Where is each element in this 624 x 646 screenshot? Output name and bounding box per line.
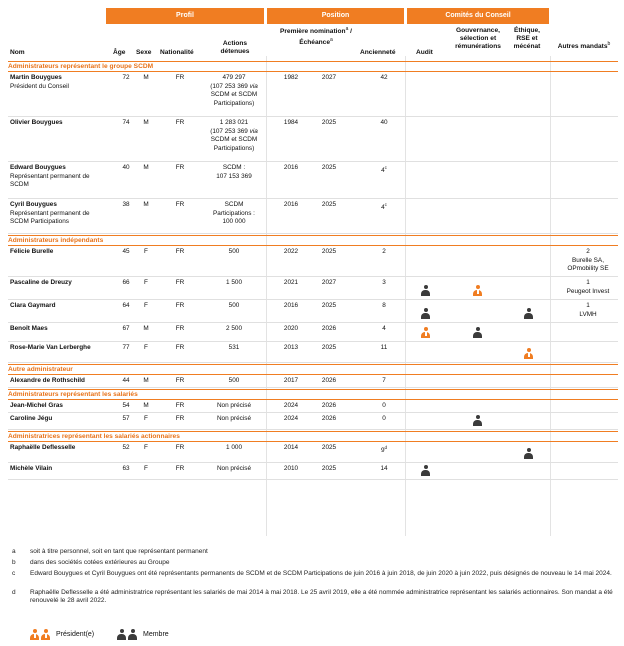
table-row (8, 442, 618, 463)
director-name: Clara Gaymard (10, 302, 56, 309)
actions-line: Participations) (213, 99, 255, 107)
director-name: Pascaline de Dreuzy (10, 279, 72, 286)
director-name-cell (10, 344, 110, 353)
col-header-autres: Autres mandats$^b$ (557, 41, 611, 51)
nationalite-cell: FR (175, 377, 185, 384)
director-name: Félicie Burelle (10, 248, 54, 255)
autres-mandats-line: 1 (586, 279, 590, 286)
director-name: Martin Bouygues (10, 74, 62, 81)
table-row (8, 72, 618, 117)
table-row (8, 162, 618, 199)
legend-member-label: Membre (143, 631, 169, 638)
anciennete-cell (374, 444, 394, 456)
premiere-nomination-cell: 2021 (283, 279, 299, 286)
section-header: Administrateurs indépendants (8, 235, 618, 246)
premiere-nomination-cell: 2016 (283, 201, 299, 208)
actions-cell (198, 325, 270, 334)
actions-line: 479 297 (222, 74, 246, 81)
anciennete-cell (374, 402, 394, 411)
echeance-cell: 2027 (321, 279, 337, 286)
age-cell: 67 (122, 325, 130, 332)
actions-line: 100 000 (222, 218, 246, 226)
actions-line: 1 500 (226, 279, 242, 286)
member-icon (421, 308, 430, 319)
premiere-nomination-cell: 2024 (283, 415, 299, 422)
director-name: Edward Bouygues (10, 164, 66, 171)
member-icon (117, 629, 126, 640)
col-header-premiere-echeance: Première nomination$^a$ / Échéance$^a$ (279, 26, 353, 47)
nationalite-cell: FR (175, 248, 185, 255)
group-header-position: Position (267, 8, 404, 24)
nationalite-cell: FR (175, 325, 185, 332)
anciennete-value: 4 (381, 167, 385, 175)
group-header-comites: Comités du Conseil (407, 8, 549, 24)
actions-line: (107 253 369 via (210, 127, 258, 135)
table-body (8, 60, 618, 480)
actions-cell (198, 74, 270, 108)
footnote (12, 570, 612, 587)
col-header-audit: Audit (416, 49, 433, 56)
echeance-cell: 2026 (321, 325, 337, 332)
age-cell: 52 (122, 444, 130, 451)
echeance-cell: 2025 (321, 164, 337, 171)
echeance-cell: 2025 (321, 119, 337, 126)
nationalite-cell: FR (175, 465, 185, 472)
director-name-cell (10, 377, 110, 386)
nationalite-cell: FR (175, 201, 185, 208)
footnote-text: soit à titre personnel, soit en tant que représentant permanent (30, 548, 208, 555)
president-icon (421, 327, 430, 338)
autres-mandats-line: 2 (586, 248, 590, 255)
anciennete-value: 4 (382, 325, 386, 332)
anciennete-cell (374, 415, 394, 424)
autres-mandats-line: 1 (586, 302, 590, 309)
director-name: Michèle Vilain (10, 465, 53, 472)
premiere-nomination-cell: 2013 (283, 344, 299, 351)
table-row (8, 277, 618, 300)
actions-line: 531 (228, 344, 240, 351)
nationalite-cell: FR (175, 444, 185, 451)
anciennete-footnote-ref: c (384, 202, 387, 207)
actions-line: Participations) (213, 144, 255, 152)
anciennete-cell (374, 201, 394, 213)
director-role: Président du Conseil (10, 82, 69, 90)
col-header-echeance: Échéance (299, 39, 330, 47)
sexe-cell: M (143, 201, 149, 208)
director-name: Rose-Marie Van Lerberghe (10, 344, 91, 351)
age-cell: 57 (122, 415, 130, 422)
age-cell: 77 (122, 344, 130, 351)
director-name: Raphaëlle Deflesselle (10, 444, 76, 451)
anciennete-cell (374, 465, 394, 474)
sexe-cell: M (143, 377, 149, 384)
director-name-cell (10, 444, 110, 453)
sexe-cell: F (144, 415, 148, 422)
actions-line: Non précisé (216, 415, 252, 422)
actions-line: Participations : (213, 209, 255, 217)
premiere-nomination-cell: 1984 (283, 119, 299, 126)
actions-line: 500 (228, 248, 240, 255)
actions-line: 107 153 369 (216, 172, 252, 180)
sexe-cell: F (144, 279, 148, 286)
premiere-nomination-cell: 2016 (283, 302, 299, 309)
table-row (8, 323, 618, 342)
nationalite-cell: FR (175, 402, 185, 409)
member-icon (421, 285, 430, 296)
director-name-cell (10, 465, 110, 474)
col-header-ethique: Éthique, RSE et mécénat (513, 27, 541, 50)
nationalite-cell: FR (175, 164, 185, 171)
director-name-cell (10, 402, 110, 411)
premiere-nomination-cell: 2020 (283, 325, 299, 332)
president-icon (473, 285, 482, 296)
echeance-cell: 2025 (321, 302, 337, 309)
footnote-key: a (12, 548, 16, 555)
actions-cell (198, 344, 270, 353)
table-row (8, 246, 618, 277)
premiere-nomination-cell: 2024 (283, 402, 299, 409)
echeance-cell: 2027 (321, 74, 337, 81)
nationalite-cell: FR (175, 74, 185, 81)
actions-line: SCDM et SCDM (210, 91, 258, 99)
anciennete-cell (374, 119, 394, 128)
director-name-cell (10, 201, 110, 227)
anciennete-footnote-ref: c (384, 165, 387, 170)
director-name-cell (10, 415, 110, 424)
footnote-text: Raphaëlle Deflesselle a été administratrice représentant les salariés de mai 2014 à mai 2018. Le 25 avril 2019, elle a été nommée administratrice représentant les salariés actionnaires. Son mandat a été renouvelé le 28 avril 2022. (30, 589, 613, 604)
table-row (8, 199, 618, 234)
anciennete-cell (374, 164, 394, 176)
anciennete-cell (374, 248, 394, 257)
section-header: Administrateurs représentant le groupe SCDM (8, 61, 618, 72)
director-name: Jean-Michel Gras (10, 402, 63, 409)
footnote-key: c (12, 570, 16, 577)
age-cell: 44 (122, 377, 130, 384)
director-name-cell (10, 248, 110, 257)
echeance-cell: 2025 (321, 344, 337, 351)
director-role: Représentant permanent de SCDM Participations (10, 209, 90, 226)
sexe-cell: F (144, 302, 148, 309)
section-header: Autre administrateur (8, 364, 618, 375)
age-cell: 72 (122, 74, 130, 81)
actions-line: SCDM : (222, 164, 246, 171)
actions-cell (198, 402, 270, 411)
premiere-nomination-cell: 2016 (283, 164, 299, 171)
autres-mandats-cell (558, 279, 618, 296)
actions-line: Non précisé (216, 465, 252, 472)
sexe-cell: M (143, 119, 149, 126)
footnote-text: Edward Bouygues et Cyril Bouygues ont été représentants permanents de SCDM et de SCDM Participations de juin 2016 à juin 2018, de juin 2020 à juin 2022, puis désignés de nouveau le 14 mai 2024. (30, 570, 612, 577)
sexe-cell: M (143, 325, 149, 332)
anciennete-value: 9 (380, 447, 385, 455)
footnote (12, 548, 612, 557)
director-name: Benoît Maes (10, 325, 48, 332)
nationalite-cell: FR (175, 302, 185, 309)
col-header-anciennete: Ancienneté (360, 49, 396, 56)
actions-line: Non précisé (216, 402, 252, 409)
actions-cell (198, 302, 270, 311)
section-header: Administratrices représentant les salariés actionnaires (8, 431, 618, 442)
premiere-nomination-cell: 2022 (283, 248, 299, 255)
nationalite-cell: FR (175, 119, 185, 126)
echeance-cell: 2026 (321, 377, 337, 384)
age-cell: 74 (122, 119, 130, 126)
member-icon (128, 629, 137, 640)
age-cell: 54 (122, 402, 130, 409)
sexe-cell: M (143, 74, 149, 81)
anciennete-value: 8 (382, 302, 386, 309)
nationalite-cell: FR (175, 415, 185, 422)
echeance-cell: 2025 (321, 444, 337, 451)
actions-line: (107 253 369 via (210, 82, 258, 90)
anciennete-value: 3 (382, 279, 386, 286)
anciennete-cell (374, 344, 394, 353)
actions-line: SCDM (224, 201, 244, 208)
col-header-nom: Nom (10, 49, 25, 56)
anciennete-value: 0 (382, 402, 386, 409)
actions-cell (198, 444, 270, 453)
director-role: Représentant permanent de SCDM (10, 172, 90, 189)
actions-line: 500 (228, 302, 240, 309)
member-icon (421, 465, 430, 476)
table-row (8, 463, 618, 480)
sexe-cell: F (144, 248, 148, 255)
actions-cell (198, 164, 270, 181)
anciennete-value: 14 (380, 465, 388, 472)
actions-cell (198, 279, 270, 288)
director-name: Olivier Bouygues (10, 119, 63, 126)
echeance-cell: 2026 (321, 415, 337, 422)
anciennete-value: 7 (382, 377, 386, 384)
autres-mandats-line: LVMH (579, 310, 597, 318)
actions-line: 1 000 (226, 444, 242, 451)
section-header: Administrateurs représentant les salariés (8, 389, 618, 400)
footnote-key: d (12, 589, 16, 596)
col-header-age: Âge (113, 49, 126, 56)
anciennete-value: 11 (380, 344, 388, 351)
member-icon (524, 448, 533, 459)
actions-line: 2 500 (226, 325, 242, 332)
col-header-premiere: Première nomination (279, 28, 346, 36)
actions-cell (198, 377, 270, 386)
director-name-cell (10, 74, 110, 91)
member-icon (473, 327, 482, 338)
anciennete-value: 40 (380, 119, 388, 126)
director-name-cell (10, 325, 110, 334)
echeance-cell: 2025 (321, 248, 337, 255)
sexe-cell: F (144, 465, 148, 472)
anciennete-value: 42 (380, 74, 388, 81)
autres-mandats-cell (558, 248, 618, 274)
legend-president-label: Président(e) (56, 631, 95, 638)
age-cell: 38 (122, 201, 130, 208)
table-row (8, 413, 618, 430)
echeance-cell: 2026 (321, 402, 337, 409)
nationalite-cell: FR (175, 279, 185, 286)
sexe-cell: F (144, 344, 148, 351)
group-header-profil: Profil (106, 8, 264, 24)
director-name-cell (10, 119, 110, 128)
actions-cell (198, 119, 270, 153)
anciennete-cell (374, 279, 394, 288)
table-row (8, 300, 618, 323)
premiere-nomination-cell: 2017 (283, 377, 299, 384)
table-row (8, 342, 618, 363)
actions-cell (198, 465, 270, 474)
actions-line: SCDM et SCDM (210, 136, 258, 144)
director-name-cell (10, 164, 110, 190)
director-name-cell (10, 302, 110, 311)
age-cell: 64 (122, 302, 130, 309)
director-name-cell (10, 279, 110, 288)
autres-mandats-line: Peugeot Invest (566, 287, 610, 295)
col-header-gouvernance: Gouvernance, sélection et rémunérations (455, 27, 501, 50)
footnote-text: dans des sociétés cotées extérieures au Groupe (30, 559, 170, 566)
premiere-nomination-cell: 2014 (283, 444, 299, 451)
anciennete-cell (374, 302, 394, 311)
anciennete-value: 0 (382, 415, 386, 422)
member-icon (524, 308, 533, 319)
col-header-sexe: Sexe (136, 49, 152, 56)
director-name: Cyril Bouygues (10, 201, 57, 208)
footnote (12, 559, 612, 568)
sexe-cell: M (143, 164, 149, 171)
actions-line: 500 (228, 377, 240, 384)
sexe-cell: M (143, 402, 149, 409)
age-cell: 40 (122, 164, 130, 171)
anciennete-cell (374, 74, 394, 83)
president-icon (30, 629, 39, 640)
sexe-cell: F (144, 444, 148, 451)
age-cell: 63 (122, 465, 130, 472)
col-header-nationalite: Nationalité (160, 49, 194, 56)
autres-mandats-line: OPmobility SE (567, 265, 609, 273)
president-icon (41, 629, 50, 640)
footnote (12, 589, 612, 606)
echeance-cell: 2025 (321, 465, 337, 472)
col-header-actions: Actions détenues (220, 40, 250, 55)
echeance-cell: 2025 (321, 201, 337, 208)
premiere-nomination-cell: 2010 (283, 465, 299, 472)
president-icon (524, 348, 533, 359)
autres-mandats-line: Burelle SA, (572, 256, 604, 264)
footnote-key: b (12, 559, 16, 566)
table-row (8, 400, 618, 413)
age-cell: 45 (122, 248, 130, 255)
premiere-nomination-cell: 1982 (283, 74, 299, 81)
anciennete-value: 4 (381, 204, 385, 212)
age-cell: 66 (122, 279, 130, 286)
actions-cell (198, 248, 270, 257)
anciennete-footnote-ref: d (384, 445, 388, 450)
anciennete-cell (374, 377, 394, 386)
anciennete-cell (374, 325, 394, 334)
director-name: Caroline Jégu (10, 415, 53, 422)
actions-line: 1 283 021 (219, 119, 249, 126)
table-row (8, 117, 618, 162)
nationalite-cell: FR (175, 344, 185, 351)
anciennete-value: 2 (382, 248, 386, 255)
table-row (8, 375, 618, 388)
autres-mandats-cell (558, 302, 618, 319)
actions-cell (198, 201, 270, 227)
member-icon (473, 415, 482, 426)
actions-cell (198, 415, 270, 424)
director-name: Alexandre de Rothschild (10, 377, 85, 384)
